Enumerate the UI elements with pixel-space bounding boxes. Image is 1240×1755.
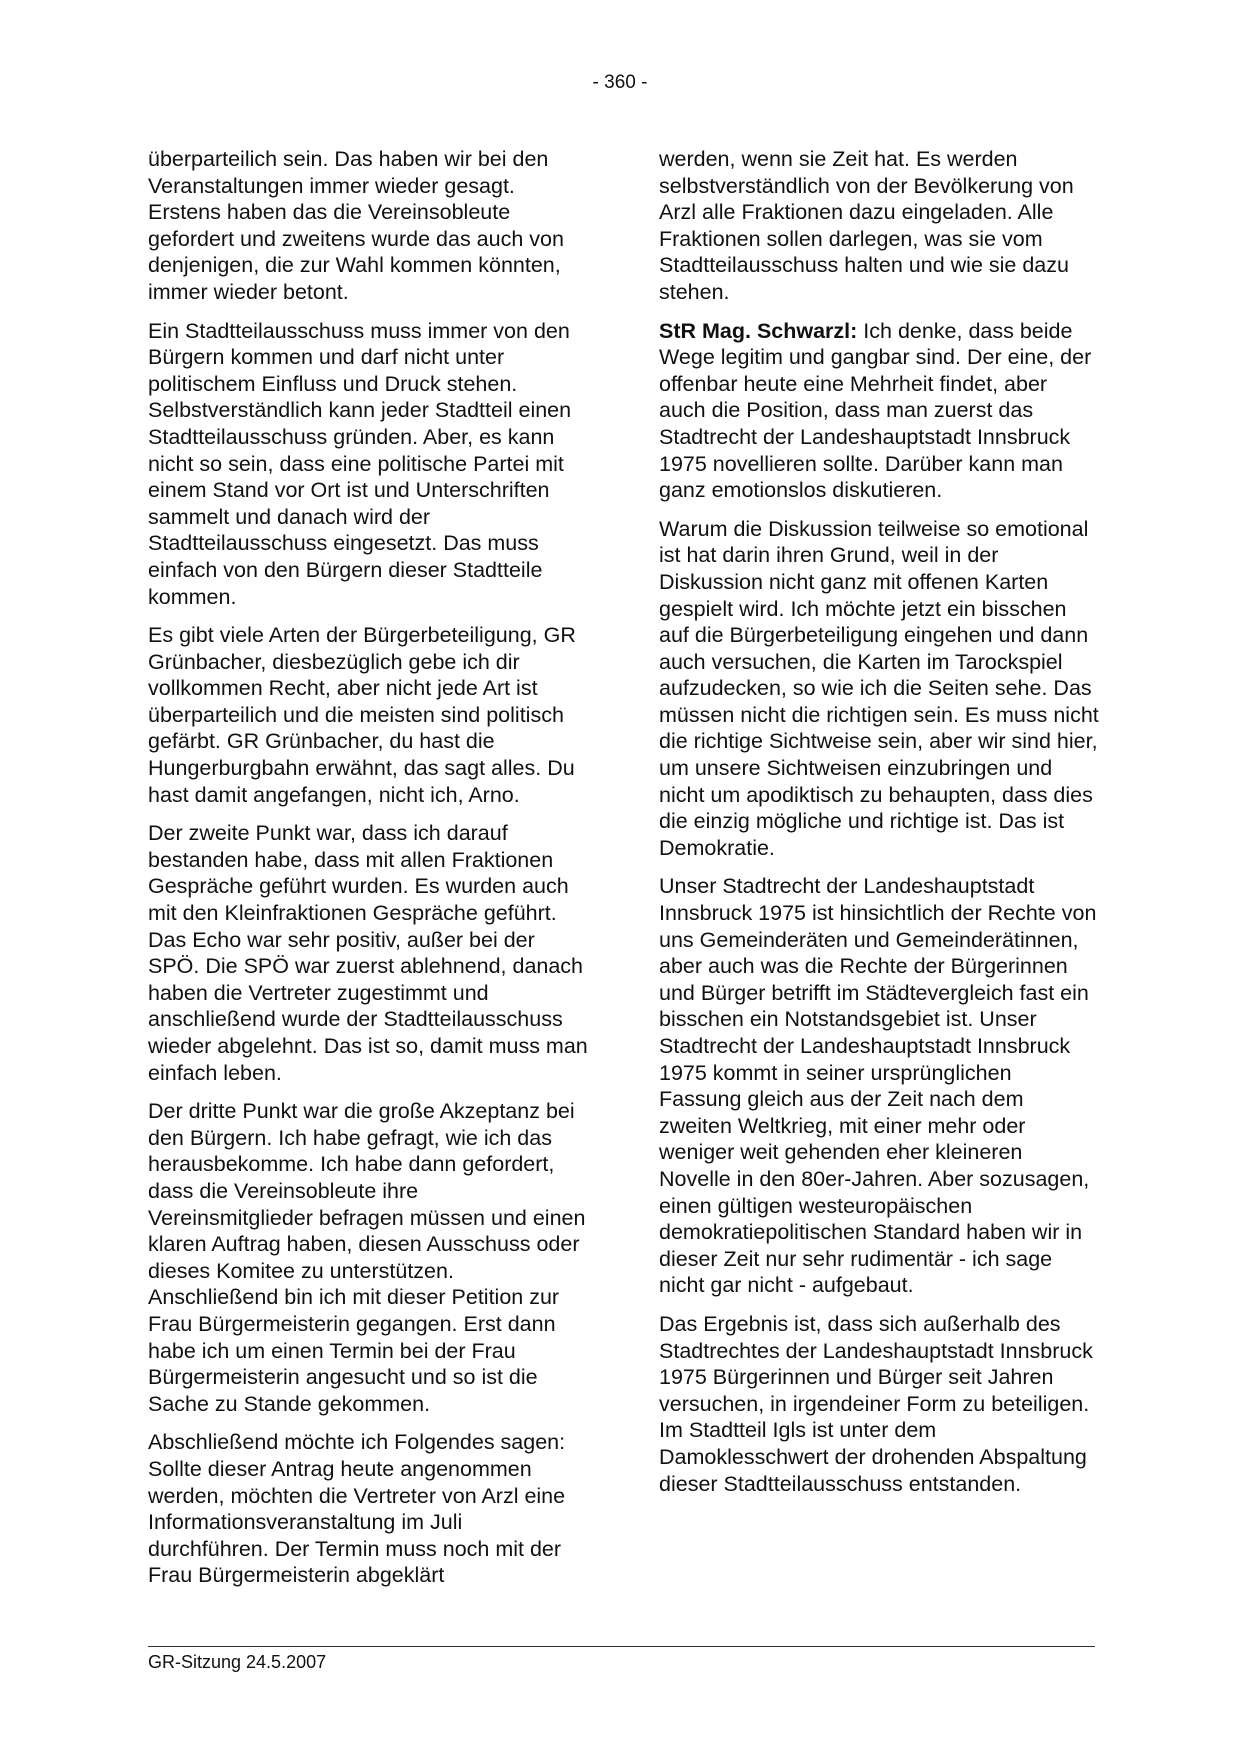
- paragraph: Der zweite Punkt war, dass ich darauf bestanden habe, dass mit allen Fraktionen Gespräche geführt wurden. Es wurden auch mit den Kleinfraktionen Gespräche geführt. Das Echo war sehr positiv, außer bei der SPÖ. Die SPÖ war zuerst ablehnend, danach haben die Vertreter zugestimmt und anschließend wurde der Stadtteilausschuss wieder abgelehnt. Das ist so, damit muss man einfach leben.: [148, 821, 588, 1085]
- paragraph: Das Ergebnis ist, dass sich außerhalb des Stadtrechtes der Landeshauptstadt Innsbruck 1975 Bürgerinnen und Bürger seit Jahren versuchen, in irgendeiner Form zu beteiligen. Im Stadtteil Igls ist unter dem Damoklesschwert der drohenden Abspaltung dieser Stadtteilausschuss entstanden.: [659, 1311, 1093, 1496]
- speech-paragraph: [659, 318, 1099, 504]
- page-number: - 360 -: [592, 72, 648, 93]
- speech-text: Ich denke, dass beide Wege legitim und gangbar sind. Der eine, der offenbar heute eine Mehrheit findet, aber auch die Position, dass man zuerst das Stadtrecht der Landeshauptstadt Innsbruck 1975 novellieren sollte. Darüber kann man ganz emotionslos diskutieren.: [659, 318, 1092, 503]
- paragraph: Warum die Diskussion teilweise so emotional ist hat darin ihren Grund, weil in der Diskussion nicht ganz mit offenen Karten gespielt wird. Ich möchte jetzt ein bisschen auf die Bürgerbeteiligung eingehen und dann auch versuchen, die Karten im Tarockspiel aufzudecken, so wie ich die Seiten sehe. Das müssen nicht die richtigen sein. Es muss nicht die richtige Sichtweise sein, aber wir sind hier, um unsere Sichtweisen einzubringen und nicht um apodiktisch zu behaupten, dass dies die einzig mögliche und richtige ist. Das ist Demokratie.: [659, 516, 1099, 860]
- footer-divider: [148, 1646, 1095, 1647]
- paragraph: Der dritte Punkt war die große Akzeptanz bei den Bürgern. Ich habe gefragt, wie ich das herausbekomme. Ich habe dann gefordert, dass die Vereinsobleute ihre Vereinsmitglieder befragen müssen und einen klaren Auftrag haben, diesen Ausschuss oder dieses Komitee zu unterstützen. Anschließend bin ich mit dieser Petition zur Frau Bürgermeisterin gegangen. Erst dann habe ich um einen Termin bei der Frau Bürgermeisterin angesucht und so ist die Sache zu Stande gekommen.: [148, 1099, 586, 1416]
- left-column: [148, 146, 588, 1601]
- paragraph: Abschließend möchte ich Folgendes sagen: Sollte dieser Antrag heute angenommen werden, möchten die Vertreter von Arzl eine Informationsveranstaltung im Juli durchführen. Der Termin muss noch mit der Frau Bürgermeisterin abgeklärt: [148, 1430, 566, 1588]
- paragraph: Ein Stadtteilausschuss muss immer von den Bürgern kommen und darf nicht unter politischem Einfluss und Druck stehen. Selbstverständlich kann jeder Stadtteil einen Stadtteilausschuss gründen. Aber, es kann nicht so sein, dass eine politische Partei mit einem Stand vor Ort ist und Unterschriften sammelt und danach wird der Stadtteilausschuss eingesetzt. Das muss einfach von den Bürgern dieser Stadtteile kommen.: [148, 318, 572, 609]
- speaker-name: StR Mag. Schwarzl:: [659, 318, 858, 343]
- paragraph: überparteilich sein. Das haben wir bei den Veranstaltungen immer wieder gesagt. Erstens haben das die Vereinsobleute gefordert und zweitens wurde das auch von denjenigen, die zur Wahl kommen könnten, immer wieder betont.: [148, 147, 564, 304]
- footer-session-date: GR-Sitzung 24.5.2007: [148, 1652, 327, 1672]
- paragraph: Es gibt viele Arten der Bürgerbeteiligung, GR Grünbacher, diesbezüglich gebe ich dir vollkommen Recht, aber nicht jede Art ist überparteilich und die meisten sind politisch gefärbt. GR Grünbacher, du hast die Hungerburgbahn erwähnt, das sagt alles. Du hast damit angefangen, nicht ich, Arno.: [148, 623, 576, 807]
- right-column: [659, 146, 1099, 1509]
- paragraph: Unser Stadtrecht der Landeshauptstadt Innsbruck 1975 ist hinsichtlich der Rechte von uns Gemeinderäten und Gemeinderätinnen, aber auch was die Rechte der Bürgerinnen und Bürger betrifft im Städtevergleich fast ein bisschen ein Notstandsgebiet ist. Unser Stadtrecht der Landeshauptstadt Innsbruck 1975 kommt in seiner ursprünglichen Fassung gleich aus der Zeit nach dem zweiten Weltkrieg, mit einer mehr oder weniger weit gehenden eher kleineren Novelle in den 80er-Jahren. Aber sozusagen, einen gültigen westeuropäischen demokratiepolitischen Standard haben wir in dieser Zeit nur sehr rudimentär - ich sage nicht gar nicht - aufgebaut.: [659, 874, 1097, 1298]
- paragraph: werden, wenn sie Zeit hat. Es werden selbstverständlich von der Bevölkerung von Arzl alle Fraktionen dazu eingeladen. Alle Fraktionen sollen darlegen, was sie vom Stadtteilausschuss halten und wie sie dazu stehen.: [659, 147, 1074, 304]
